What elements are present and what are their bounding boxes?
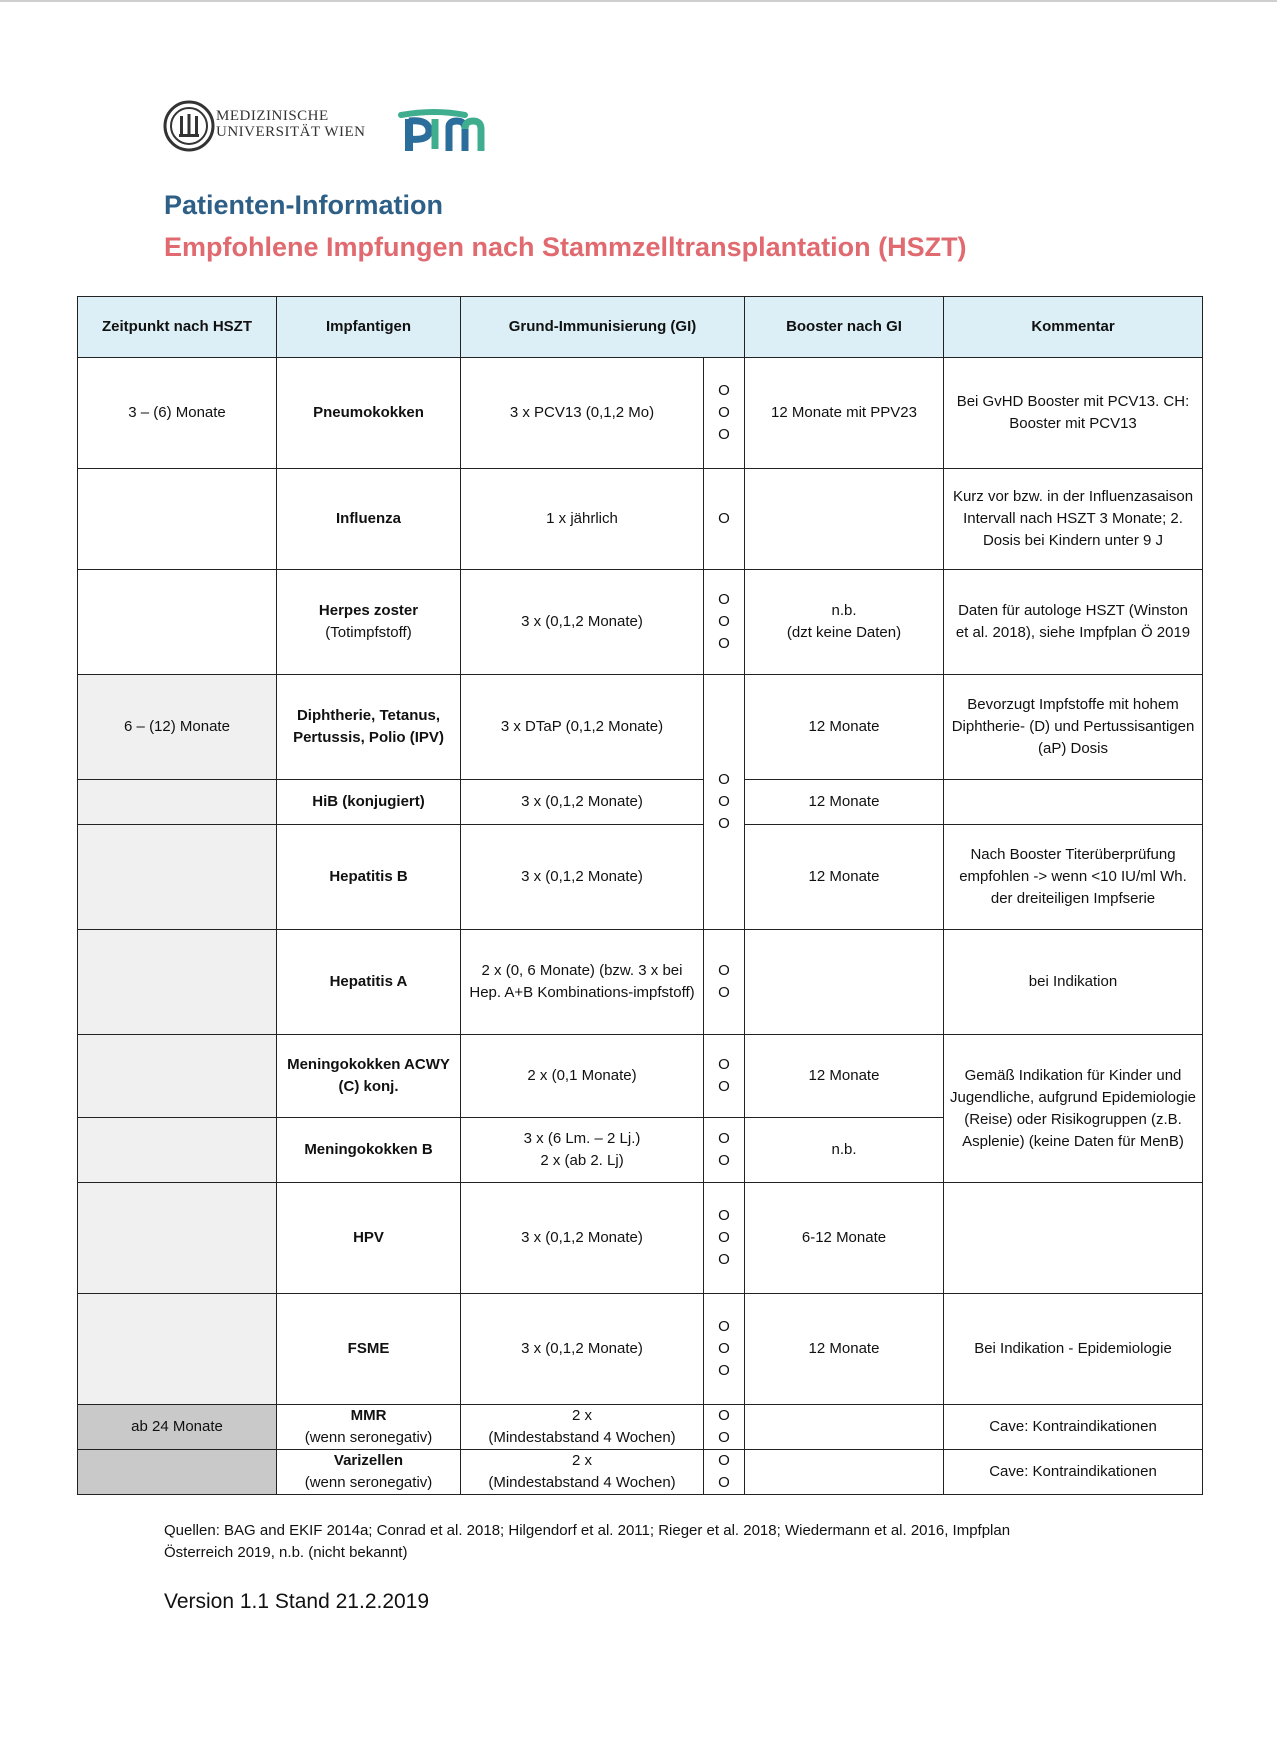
comment-cell: Cave: Kontraindikationen — [944, 1405, 1203, 1450]
comment-cell: Gemäß Indikation für Kinder und Jugendliche, aufgrund Epidemiologie (Reise) oder Risikogruppen (z.B. Asplenie) (keine Daten für MenB) — [944, 1035, 1203, 1183]
dose-circle: O — [718, 382, 730, 399]
antigen-cell: Influenza — [277, 469, 461, 570]
dose-circles — [704, 1450, 745, 1495]
dose-circle: O — [718, 613, 730, 630]
antigen-note: (wenn seronegativ) — [304, 1474, 433, 1491]
dose-circle: O — [718, 1251, 730, 1268]
table-row — [78, 1035, 1203, 1118]
dose-circles — [704, 1035, 745, 1118]
dose-circles — [704, 1405, 745, 1450]
dose-circles — [704, 469, 745, 570]
comment-cell: Daten für autologe HSZT (Winston et al. 2018), siehe Impfplan Ö 2019 — [944, 570, 1203, 675]
antigen-cell: Hepatitis B — [277, 825, 461, 930]
booster-note: (dzt keine Daten) — [786, 624, 902, 641]
antigen-name: MMR — [350, 1407, 387, 1424]
version-label: Version 1.1 Stand 21.2.2019 — [164, 1590, 430, 1613]
header-antigen: Impfantigen — [277, 297, 461, 358]
booster-cell: 12 Monate — [745, 825, 944, 930]
comment-cell: Kurz vor bzw. in der Influenzasaison Intervall nach HSZT 3 Monate; 2. Dosis bei Kindern unter 9 J — [944, 469, 1203, 570]
vaccination-table — [77, 296, 1203, 1495]
table-row — [78, 469, 1203, 570]
booster-cell — [745, 930, 944, 1035]
timepoint-cell: 6 – (12) Monate — [78, 675, 277, 780]
dose-circle: O — [718, 771, 730, 788]
dose-circle: O — [718, 404, 730, 421]
booster-cell — [745, 1450, 944, 1495]
gi-cell — [461, 1450, 704, 1495]
dose-circles — [704, 675, 745, 930]
timepoint-cell — [78, 825, 277, 930]
dose-circle: O — [718, 1056, 730, 1073]
scan-top-edge — [0, 0, 1277, 2]
page-subtitle: Empfohlene Impfungen nach Stammzelltransplantation (HSZT) — [164, 232, 967, 262]
gi-cell: 2 x (0, 6 Monate) (bzw. 3 x bei Hep. A+B Kombinations-impfstoff) — [461, 930, 704, 1035]
antigen-cell — [277, 570, 461, 675]
comment-cell: Bei GvHD Booster mit PCV13. CH: Booster mit PCV13 — [944, 358, 1203, 469]
dose-circle: O — [718, 591, 730, 608]
timepoint-cell — [78, 1118, 277, 1183]
antigen-cell: HiB (konjugiert) — [277, 780, 461, 825]
dose-circle: O — [718, 1407, 730, 1424]
gi-line-1: 2 x — [571, 1407, 592, 1424]
comment-cell: Bevorzugt Impfstoffe mit hohem Diphtherie- (D) und Pertussisantigen (aP) Dosis — [944, 675, 1203, 780]
booster-cell: 12 Monate — [745, 1294, 944, 1405]
dose-circle: O — [718, 1207, 730, 1224]
header-gi: Grund-Immunisierung (GI) — [461, 297, 745, 358]
dose-circle: O — [718, 1362, 730, 1379]
antigen-cell — [277, 1405, 461, 1450]
gi-cell: 2 x (0,1 Monate) — [461, 1035, 704, 1118]
gi-cell: 3 x (0,1,2 Monate) — [461, 825, 704, 930]
antigen-cell: Pneumokokken — [277, 358, 461, 469]
dose-circle: O — [718, 815, 730, 832]
gi-cell: 1 x jährlich — [461, 469, 704, 570]
table-row — [78, 1450, 1203, 1495]
antigen-name: Varizellen — [333, 1452, 404, 1469]
gi-line-2: (Mindestabstand 4 Wochen) — [488, 1429, 676, 1446]
comment-cell — [944, 1183, 1203, 1294]
gi-cell: 3 x PCV13 (0,1,2 Mo) — [461, 358, 704, 469]
timepoint-cell — [78, 930, 277, 1035]
antigen-cell: HPV — [277, 1183, 461, 1294]
dose-circle: O — [718, 510, 730, 527]
dose-circle: O — [718, 984, 730, 1001]
table-row — [78, 1294, 1203, 1405]
dose-circles — [704, 1294, 745, 1405]
table-row — [78, 1405, 1203, 1450]
comment-cell: Bei Indikation - Epidemiologie — [944, 1294, 1203, 1405]
booster-value: n.b. — [831, 602, 857, 619]
timepoint-cell — [78, 1183, 277, 1294]
dose-circle: O — [718, 1078, 730, 1095]
dose-circles — [704, 1183, 745, 1294]
dose-circle: O — [718, 426, 730, 443]
antigen-cell: Meningokokken ACWY (C) konj. — [277, 1035, 461, 1118]
gi-cell — [461, 1118, 704, 1183]
timepoint-cell: 3 – (6) Monate — [78, 358, 277, 469]
antigen-cell: Meningokokken B — [277, 1118, 461, 1183]
gi-line-1: 3 x (6 Lm. – 2 Lj.) — [523, 1130, 641, 1147]
header-comment: Kommentar — [944, 297, 1203, 358]
table-row — [78, 930, 1203, 1035]
dose-circle: O — [718, 1318, 730, 1335]
dose-circles — [704, 1118, 745, 1183]
antigen-cell: Diphtherie, Tetanus, Pertussis, Polio (IPV) — [277, 675, 461, 780]
gi-cell: 3 x (0,1,2 Monate) — [461, 780, 704, 825]
booster-cell: 12 Monate mit PPV23 — [745, 358, 944, 469]
antigen-cell: Hepatitis A — [277, 930, 461, 1035]
table-row — [78, 780, 1203, 825]
comment-cell: Nach Booster Titerüberprüfung empfohlen -> wenn <10 IU/ml Wh. der dreiteiligen Impfserie — [944, 825, 1203, 930]
timepoint-cell — [78, 1294, 277, 1405]
booster-cell — [745, 570, 944, 675]
dose-circle: O — [718, 1152, 730, 1169]
timepoint-cell — [78, 1450, 277, 1495]
gi-cell — [461, 1405, 704, 1450]
gi-cell: 3 x DTaP (0,1,2 Monate) — [461, 675, 704, 780]
table-row — [78, 570, 1203, 675]
dose-circle: O — [718, 1474, 730, 1491]
header-booster: Booster nach GI — [745, 297, 944, 358]
dose-circle: O — [718, 962, 730, 979]
timepoint-cell — [78, 469, 277, 570]
dose-circle: O — [718, 1229, 730, 1246]
timepoint-cell — [78, 570, 277, 675]
booster-cell — [745, 1405, 944, 1450]
sources-note: Quellen: BAG and EKIF 2014a; Conrad et al. 2018; Hilgendorf et al. 2011; Rieger et al. 2018; Wiedermann et al. 2016, Impfplan Österreich 2019, n.b. (nicht bekannt) — [164, 1522, 1011, 1561]
gi-cell: 3 x (0,1,2 Monate) — [461, 1183, 704, 1294]
institution-name — [216, 108, 366, 140]
dose-circles — [704, 930, 745, 1035]
dose-circles — [704, 358, 745, 469]
meduni-seal-icon — [163, 100, 215, 152]
table-row — [78, 358, 1203, 469]
antigen-note: (wenn seronegativ) — [304, 1429, 433, 1446]
table-header-row — [78, 297, 1203, 358]
booster-cell: n.b. — [745, 1118, 944, 1183]
dose-circle: O — [718, 635, 730, 652]
institution-line-2: UNIVERSITÄT WIEN — [216, 124, 366, 140]
comment-cell: Cave: Kontraindikationen — [944, 1450, 1203, 1495]
timepoint-cell: ab 24 Monate — [78, 1405, 277, 1450]
gi-cell: 3 x (0,1,2 Monate) — [461, 570, 704, 675]
gi-line-2: 2 x (ab 2. Lj) — [540, 1152, 624, 1169]
booster-cell: 12 Monate — [745, 780, 944, 825]
booster-cell: 12 Monate — [745, 1035, 944, 1118]
timepoint-cell — [78, 1035, 277, 1118]
table-row — [78, 825, 1203, 930]
antigen-name: Herpes zoster — [318, 602, 419, 619]
dose-circle: O — [718, 1130, 730, 1147]
dose-circle: O — [718, 793, 730, 810]
antigen-cell: FSME — [277, 1294, 461, 1405]
booster-cell: 6-12 Monate — [745, 1183, 944, 1294]
timepoint-cell — [78, 780, 277, 825]
gi-line-2: (Mindestabstand 4 Wochen) — [488, 1474, 676, 1491]
header-timepoint: Zeitpunkt nach HSZT — [78, 297, 277, 358]
comment-cell: bei Indikation — [944, 930, 1203, 1035]
dose-circle: O — [718, 1340, 730, 1357]
dose-circles — [704, 570, 745, 675]
table-row — [78, 675, 1203, 780]
antigen-note: (Totimpfstoff) — [325, 624, 412, 641]
ptm-logo-icon — [395, 105, 487, 157]
booster-cell — [745, 469, 944, 570]
antigen-cell — [277, 1450, 461, 1495]
table-row — [78, 1183, 1203, 1294]
page-title: Patienten-Information — [164, 190, 444, 220]
dose-circle: O — [718, 1429, 730, 1446]
dose-circle: O — [718, 1452, 730, 1469]
booster-cell: 12 Monate — [745, 675, 944, 780]
gi-cell: 3 x (0,1,2 Monate) — [461, 1294, 704, 1405]
institution-line-1: MEDIZINISCHE — [216, 108, 329, 124]
gi-line-1: 2 x — [571, 1452, 592, 1469]
comment-cell — [944, 780, 1203, 825]
